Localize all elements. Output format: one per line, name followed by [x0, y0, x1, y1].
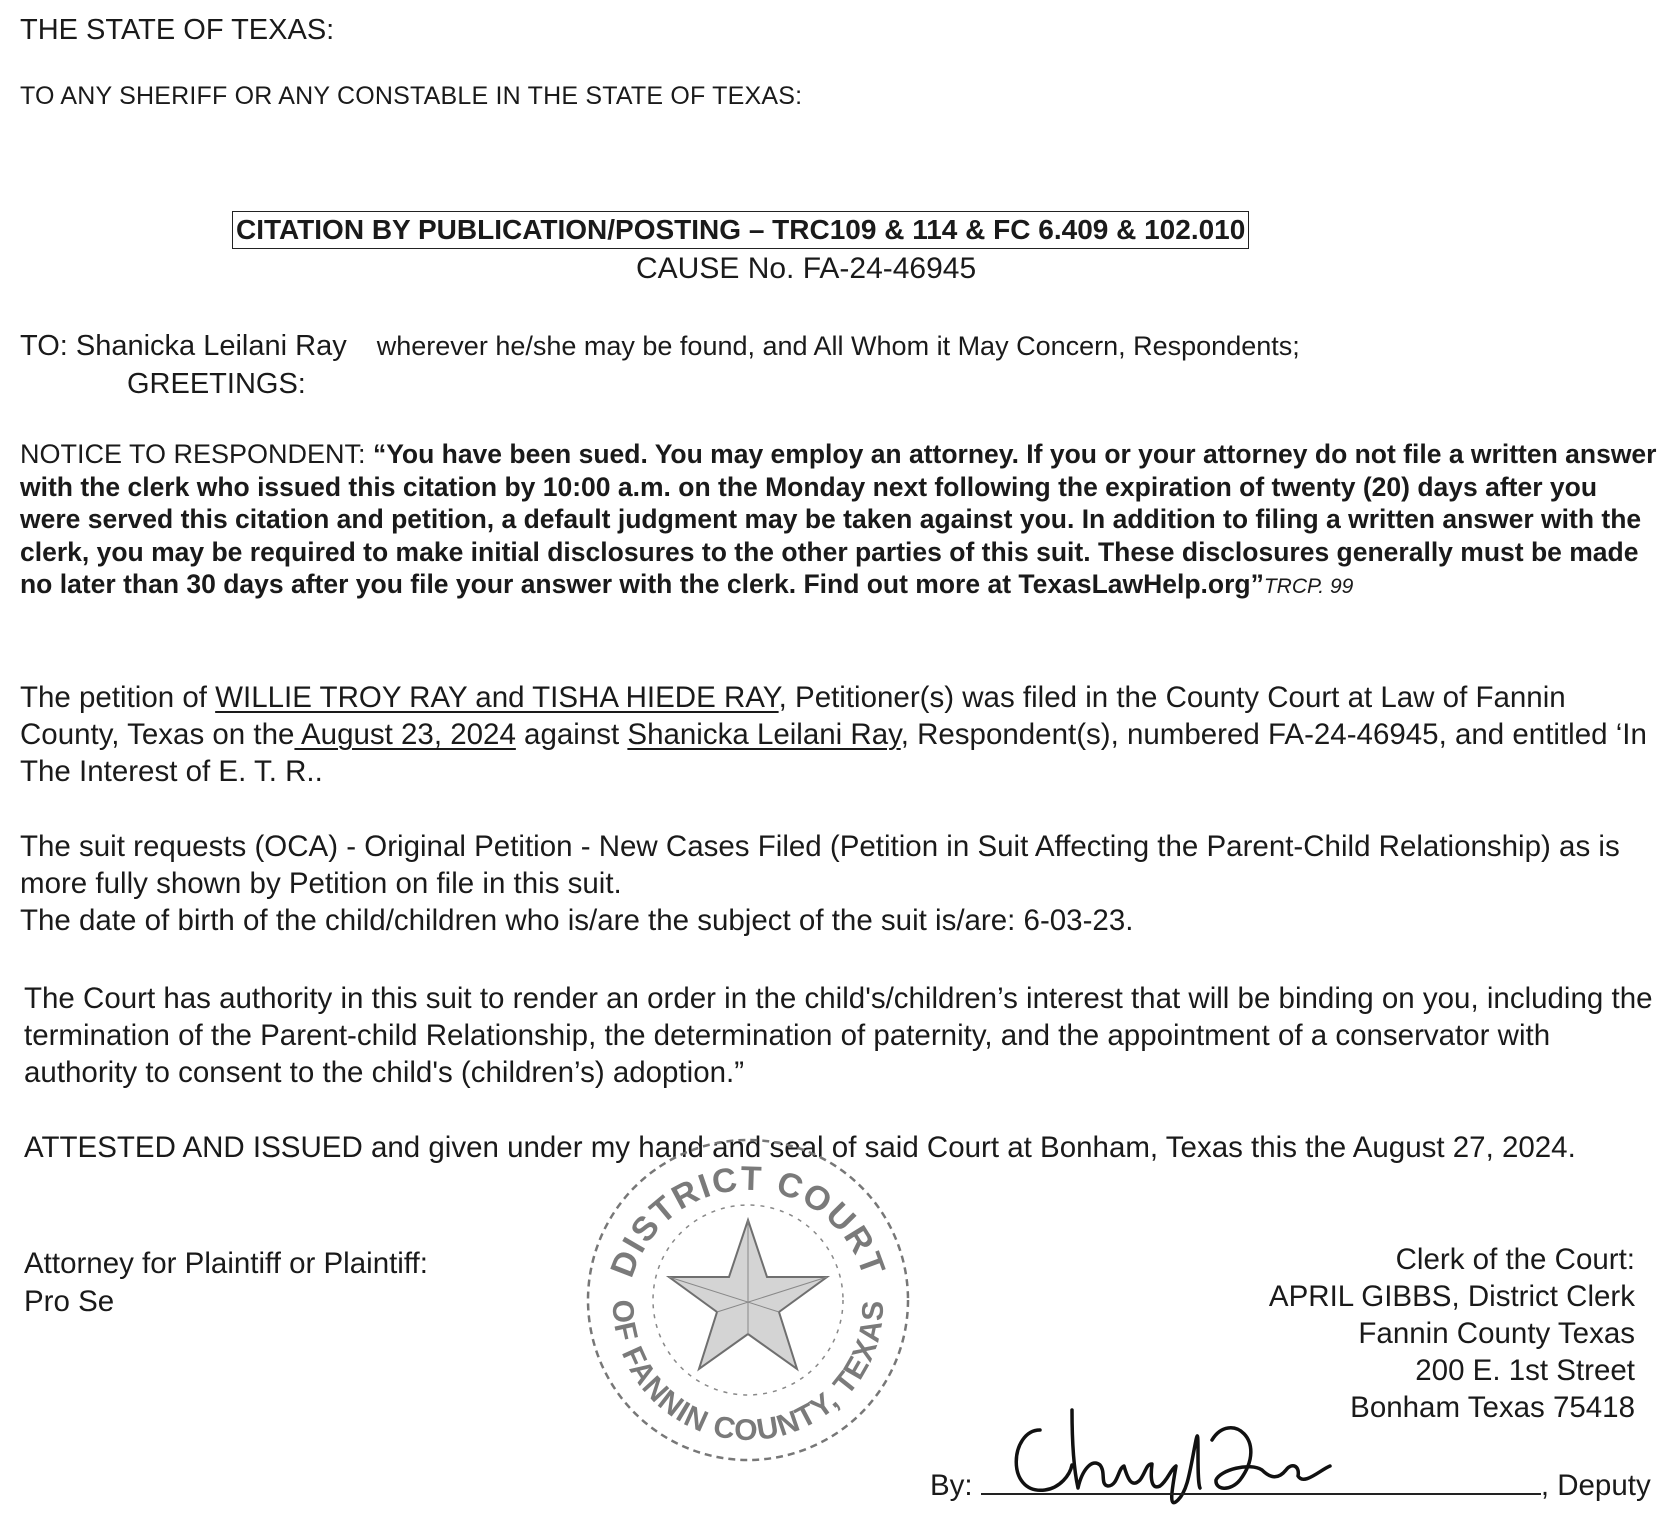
by-label: By: [930, 1469, 973, 1502]
petitioner-names: WILLIE TROY RAY and TISHA HIEDE RAY [215, 681, 779, 714]
notice-body: “You have been sued. You may employ an attorney. If you or your attorney do not file a written answer with the clerk who issued this citation by 10:00 a.m. on the Monday next following the expiration of twenty (20) days after you were served this citation and petition, a default judgment may be taken against you. In addition to filing a written answer with the clerk, you may be required to make initial disclosures to the other parties of this suit. These disclosures generally must be made no later than 30 days after you file your answer with the clerk. Find out more at TexasLawHelp.org” [20, 439, 1657, 599]
citation-title: CITATION BY PUBLICATION/POSTING – TRC109 & 114 & FC 6.409 & 102.010 [232, 211, 1249, 249]
attest-paragraph: ATTESTED AND ISSUED and given under my hand and seal of said Court at Bonham, Texas this the August 27, 2024. [24, 1131, 1576, 1164]
deputy-label: , Deputy [1540, 1469, 1651, 1502]
signature-underline [981, 1465, 1541, 1495]
addressee-line: TO ANY SHERIFF OR ANY CONSTABLE IN THE STATE OF TEXAS: [20, 82, 803, 110]
clerk-block [1269, 1241, 1635, 1426]
attorney-block [24, 1245, 428, 1321]
seal-bottom-text: OF FANNIN COUNTY, TEXAS [605, 1298, 891, 1448]
seal-top-text: DISTRICT COURT [603, 1159, 893, 1283]
to-line [20, 330, 1300, 363]
signature-line [930, 1465, 1651, 1503]
petition-text-3: against [515, 718, 628, 751]
clerk-line-3: Fannin County Texas [1358, 1317, 1635, 1350]
attorney-value: Pro Se [24, 1285, 115, 1318]
notice-paragraph [20, 438, 1660, 604]
petition-text-1: The petition of [20, 681, 216, 714]
child-dob: The date of birth of the child/children who is/are the subject of the suit is/are: 6-03-23. [20, 904, 1134, 937]
filing-date: August 23, 2024 [294, 718, 516, 751]
attorney-label: Attorney for Plaintiff or Plaintiff: [24, 1247, 428, 1280]
respondent-name: Shanicka Leilani Ray [75, 330, 347, 362]
state-heading: THE STATE OF TEXAS: [20, 14, 335, 46]
respondent-underlined: Shanicka Leilani Ray [627, 718, 901, 751]
suit-request: The suit requests (OCA) - Original Petition - New Cases Filed (Petition in Suit Affecting the Parent-Child Relationship) as is more fully shown by Petition on file in this suit. [20, 830, 1620, 900]
notice-lead: NOTICE TO RESPONDENT: [20, 439, 366, 469]
greeting: GREETINGS: [127, 368, 306, 400]
petition-text-4: , Respondent(s), numbered FA-24-46945, and entitled ‘In The Interest of E. T. R.. [20, 718, 1647, 788]
notice-rule: TRCP. 99 [1263, 575, 1354, 598]
clerk-line-1: Clerk of the Court: [1395, 1243, 1635, 1276]
petition-paragraph [20, 679, 1650, 790]
clerk-line-2: APRIL GIBBS, District Clerk [1268, 1280, 1635, 1313]
suit-paragraph [20, 828, 1650, 939]
court-authority-paragraph: The Court has authority in this suit to render an order in the child's/children’s interest that will be binding on you, including the termination of the Parent-child Relationship, the determination of paternity, and the appointment of a conservator with authority to consent to the child's (children’s) adoption.” [24, 982, 1653, 1089]
petition-text-2: , Petitioner(s) was filed in the County Court at Law of Fannin County, Texas on the [20, 681, 1566, 751]
cause-number: CAUSE No. FA-24-46945 [636, 252, 977, 285]
to-label: TO: [20, 330, 68, 362]
court-seal [583, 1135, 913, 1465]
clerk-line-5: Bonham Texas 75418 [1350, 1391, 1635, 1424]
to-rest: wherever he/she may be found, and All Whom it May Concern, Respondents; [376, 331, 1300, 361]
clerk-line-4: 200 E. 1st Street [1415, 1354, 1635, 1387]
